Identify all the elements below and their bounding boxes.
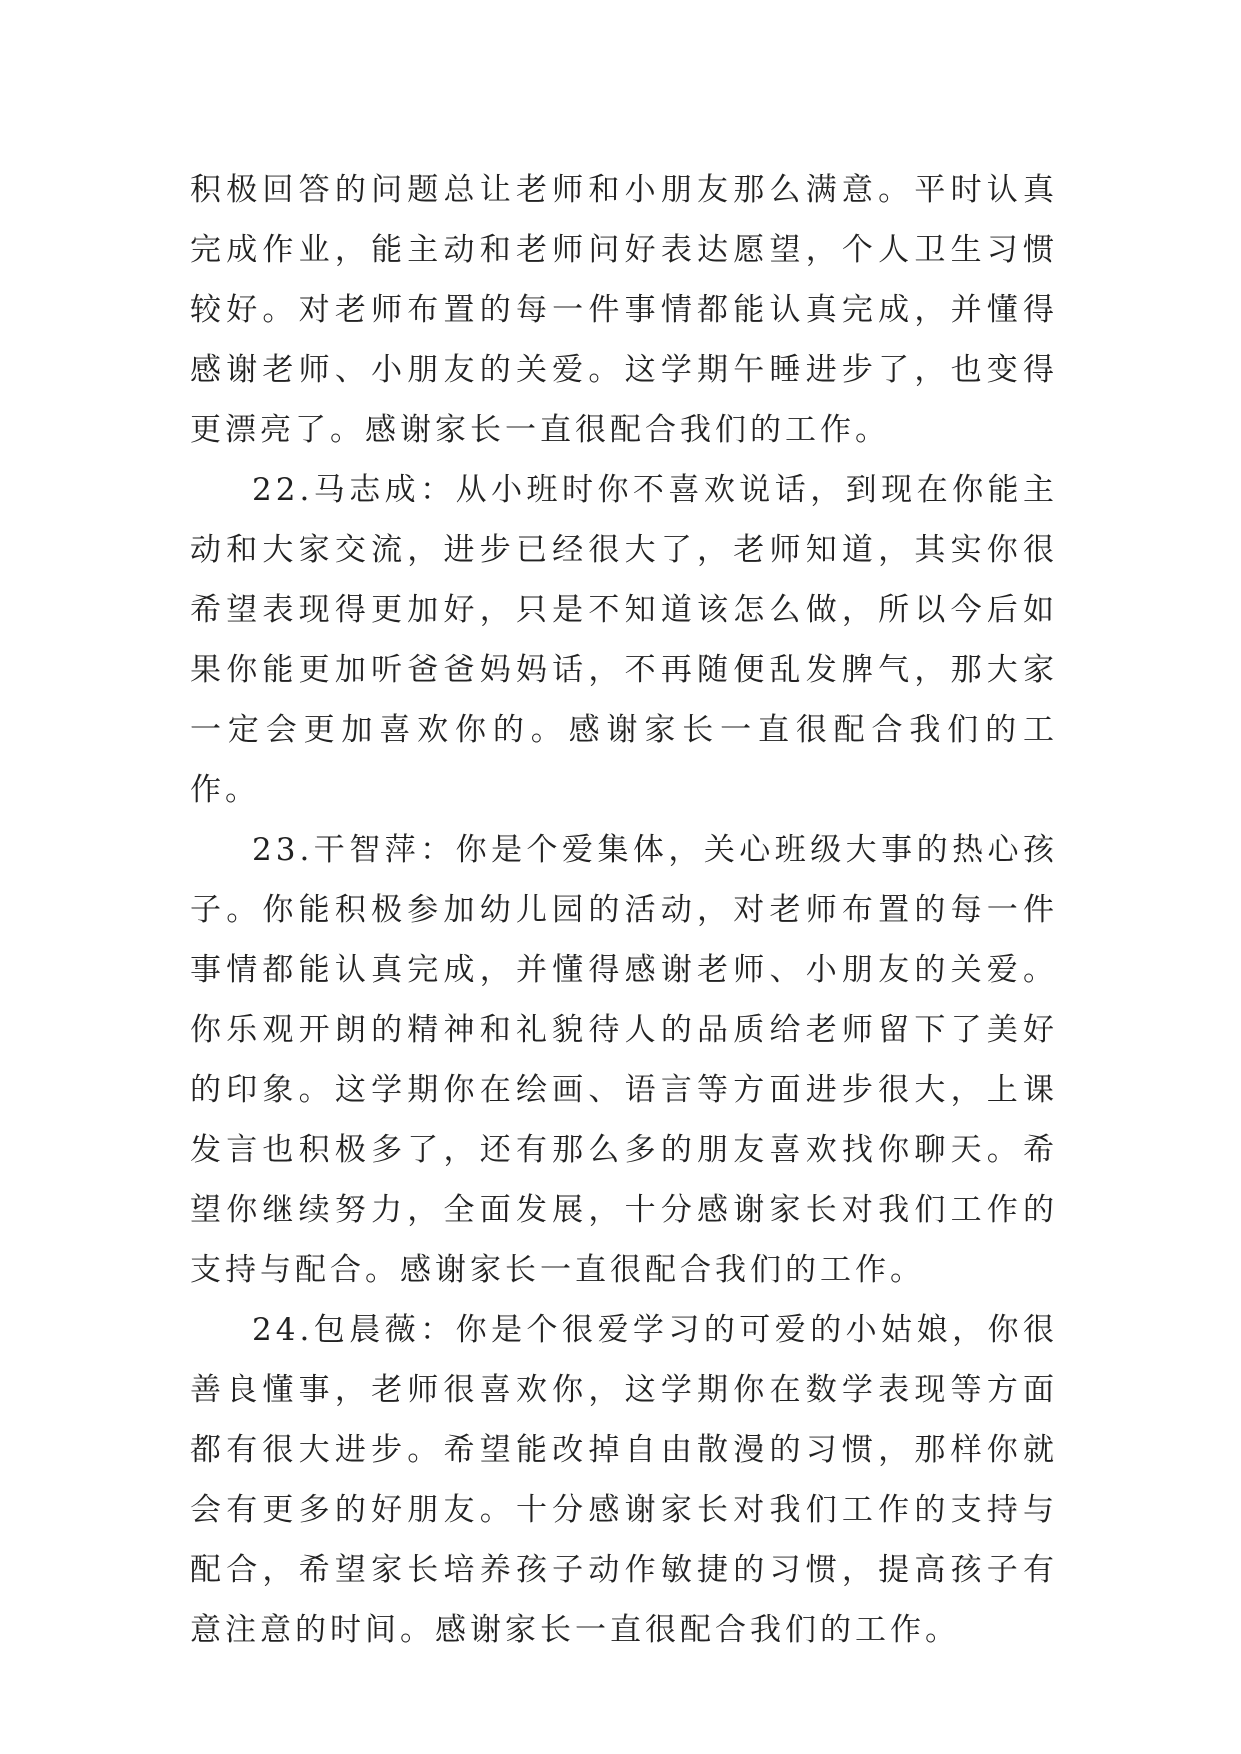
paragraph-item-24: 24.包晨薇：你是个很爱学习的可爱的小姑娘，你很善良懂事，老师很喜欢你，这学期你在数学表现等方面都有很大进步。希望能改掉自由散漫的习惯，那样你就会有更多的好朋友。十分感谢家长对我们工作的支持与配合，希望家长培养孩子动作敏捷的习惯，提高孩子有意注意的时间。感谢家长一直很配合我们的工作。	[190, 1312, 1058, 1648]
paragraph-item-22: 22.马志成：从小班时你不喜欢说话，到现在你能主动和大家交流，进步已经很大了，老师知道，其实你很希望表现得更加好，只是不知道该怎么做，所以今后如果你能更加听爸爸妈妈话，不再随便乱发脾气，那大家一定会更加喜欢你的。感谢家长一直很配合我们的工作。	[190, 472, 1058, 808]
document-body	[190, 160, 1058, 1660]
paragraph-continued: 积极回答的问题总让老师和小朋友那么满意。平时认真完成作业，能主动和老师问好表达愿望，个人卫生习惯较好。对老师布置的每一件事情都能认真完成，并懂得感谢老师、小朋友的关爱。这学期午睡进步了，也变得更漂亮了。感谢家长一直很配合我们的工作。	[190, 172, 1058, 448]
paragraph-item-23: 23.干智萍：你是个爱集体，关心班级大事的热心孩子。你能积极参加幼儿园的活动，对老师布置的每一件事情都能认真完成，并懂得感谢老师、小朋友的关爱。你乐观开朗的精神和礼貌待人的品质给老师留下了美好的印象。这学期你在绘画、语言等方面进步很大，上课发言也积极多了，还有那么多的朋友喜欢找你聊天。希望你继续努力，全面发展，十分感谢家长对我们工作的支持与配合。感谢家长一直很配合我们的工作。	[190, 832, 1058, 1288]
